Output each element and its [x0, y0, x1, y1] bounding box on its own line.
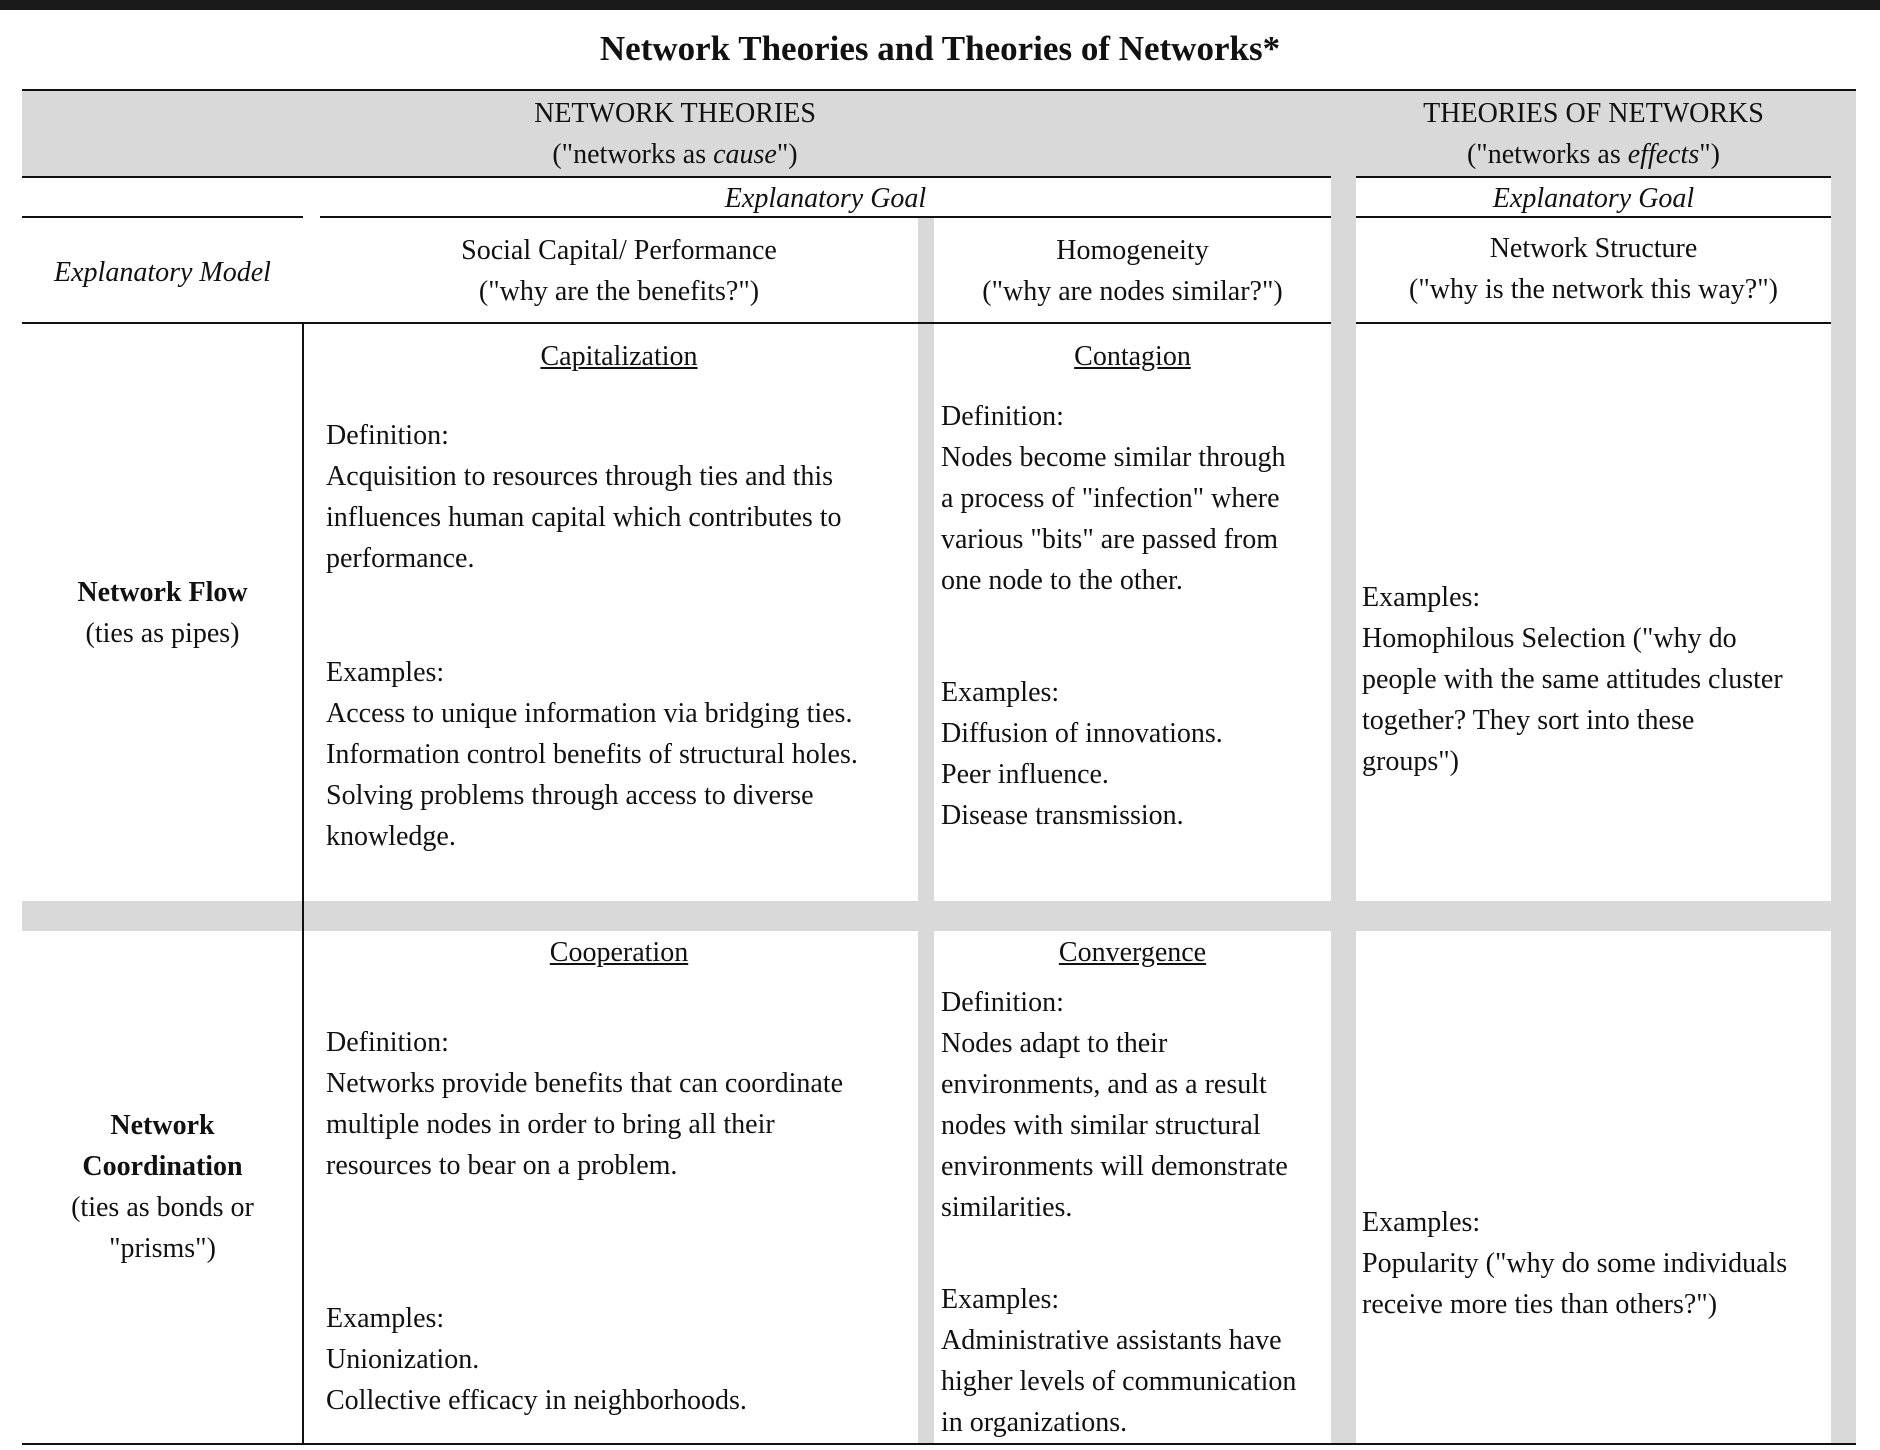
examples-text: Unionization. Collective efficacy in neighborhoods. [326, 1344, 747, 1416]
examples-text: Diffusion of innovations. Peer influence. Disease transmission. [941, 718, 1223, 831]
model-label-top-rule [22, 216, 303, 218]
column-question: ("why are nodes similar?") [982, 276, 1283, 307]
column-title: Network Structure [1489, 233, 1698, 264]
definition-label: Definition: [326, 1027, 449, 1058]
explanatory-goal-right: Explanatory Goal [1492, 183, 1695, 214]
cell-contagion-examples [941, 672, 1331, 836]
cell-convergence-examples [941, 1279, 1331, 1443]
table-title: Network Theories and Theories of Networks* [599, 29, 1281, 68]
header-top-rule [22, 89, 1856, 91]
cell-heading-contagion: Contagion [1074, 341, 1191, 372]
theories-of-networks-label: THEORIES OF NETWORKS [1423, 98, 1764, 129]
column-title: Homogeneity [1056, 235, 1209, 266]
explanatory-goal-left: Explanatory Goal [724, 183, 927, 214]
examples-text: Homophilous Selection ("why do people with the same attitudes cluster together? They sort into these groups") [1362, 623, 1783, 777]
column-header-network-structure [1356, 228, 1831, 310]
subtitle-emphasis: effects [1627, 139, 1700, 170]
definition-text: Nodes become similar through a process of "infection" where various "bits" are passed from one node to the other. [941, 442, 1286, 596]
cell-heading-cooperation: Cooperation [549, 937, 689, 968]
row-model-title: Network Flow [77, 577, 248, 608]
examples-label: Examples: [941, 677, 1060, 708]
cell-cooperation-definition [326, 1022, 916, 1186]
row-separator-band [22, 901, 1831, 931]
right-margin-band [1831, 91, 1856, 1445]
network-theories-subtitle [320, 134, 1030, 175]
columns-bottom-rule-left [22, 322, 1331, 324]
subtitle-prefix: ("networks as [1466, 139, 1628, 170]
definition-text: Nodes adapt to their environments, and as a result nodes with similar structural environments will demonstrate similarities. [941, 1028, 1288, 1223]
top-border [0, 0, 1880, 10]
columns-bottom-rule-right [1356, 322, 1831, 324]
explanatory-model-label: Explanatory Model [54, 257, 271, 288]
row-model-title: Network Coordination [82, 1110, 243, 1182]
examples-label: Examples: [1362, 582, 1481, 613]
theories-of-networks-header [1356, 93, 1831, 175]
examples-label: Examples: [1362, 1207, 1481, 1238]
network-theories-header [320, 93, 1030, 175]
model-column-rule [302, 322, 304, 1443]
column-question: ("why is the network this way?") [1409, 274, 1778, 305]
examples-text: Administrative assistants have higher levels of communication in organizations. [941, 1325, 1297, 1438]
cell-heading-capitalization: Capitalization [540, 341, 698, 372]
subtitle-suffix: ") [776, 139, 798, 170]
row-label-network-coordination [22, 1105, 303, 1269]
row-model-subtitle: (ties as pipes) [85, 618, 240, 649]
subtitle-suffix: ") [1699, 139, 1721, 170]
column-separator-band-2 [1331, 177, 1356, 1445]
subtitle-emphasis: cause [713, 139, 777, 170]
cell-convergence-definition [941, 982, 1331, 1228]
row-label-network-flow [22, 572, 303, 654]
examples-text: Access to unique information via bridging ties. Information control benefits of structural holes. Solving problems through access to diverse knowledge. [326, 698, 858, 852]
cell-cooperation-examples [326, 1298, 916, 1421]
examples-label: Examples: [326, 657, 445, 688]
examples-label: Examples: [941, 1284, 1060, 1315]
column-separator-band-1b [918, 931, 934, 1445]
cell-network-structure-flow-examples [1362, 577, 1830, 782]
column-question: ("why are the benefits?") [478, 276, 760, 307]
examples-label: Examples: [326, 1303, 445, 1334]
column-title: Social Capital/ Performance [461, 235, 777, 266]
column-header-homogeneity [934, 230, 1331, 312]
theories-of-networks-subtitle [1356, 134, 1831, 175]
subtitle-prefix: ("networks as [552, 139, 714, 170]
cell-capitalization-definition [326, 415, 916, 579]
definition-text: Networks provide benefits that can coordinate multiple nodes in order to bring all their resources to bear on a problem. [326, 1068, 844, 1181]
column-separator-band-1 [918, 217, 934, 901]
cell-network-structure-coordination-examples [1362, 1202, 1830, 1325]
cell-contagion-definition [941, 396, 1331, 601]
column-header-social-capital [320, 230, 918, 312]
examples-text: Popularity ("why do some individuals receive more ties than others?") [1362, 1248, 1788, 1320]
cell-heading-convergence: Convergence [1058, 937, 1207, 968]
network-theories-label: NETWORK THEORIES [534, 98, 816, 129]
definition-label: Definition: [326, 420, 449, 451]
row-model-subtitle: (ties as bonds or "prisms") [71, 1192, 254, 1264]
definition-text: Acquisition to resources through ties and this influences human capital which contributes to performance. [326, 461, 842, 574]
table-bottom-rule [22, 1443, 1856, 1445]
cell-capitalization-examples [326, 652, 916, 857]
definition-label: Definition: [941, 987, 1064, 1018]
definition-label: Definition: [941, 401, 1064, 432]
